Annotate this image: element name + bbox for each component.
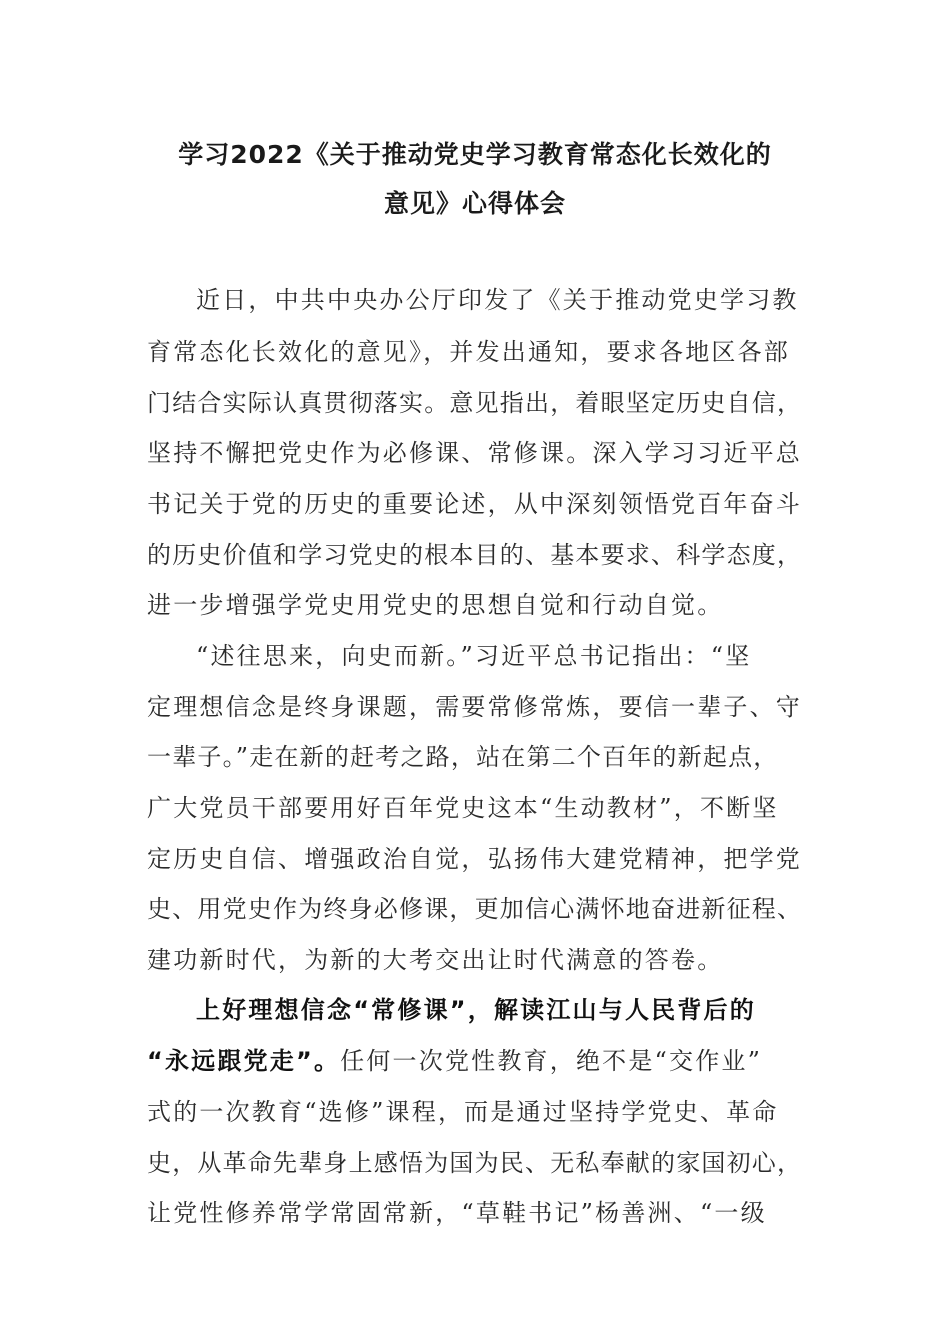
paragraph-2-line: 一辈子。”走在新的赶考之路，站在第二个百年的新起点， <box>147 743 779 771</box>
document-title-line-1: 学习2022《关于推动党史学习教育常态化长效化的 <box>178 140 772 169</box>
paragraph-1-line: 坚持不懈把党史作为必修课、常修课。深入学习习近平总 <box>147 439 802 467</box>
paragraph-1-line: 育常态化长效化的意见》，并发出通知，要求各地区各部 <box>147 338 790 366</box>
paragraph-2-line: 定历史自信、增强政治自觉，弘扬伟大建党精神，把学党 <box>147 845 802 873</box>
paragraph-1-line: 进一步增强学党史用党史的思想自觉和行动自觉。 <box>147 591 724 619</box>
paragraph-3-line-2 <box>147 1046 807 1076</box>
paragraph-3-heading-line-1: 上好理想信念“常修课”，解读江山与人民背后的 <box>196 996 756 1024</box>
paragraph-3-line: 式的一次教育“选修”课程，而是通过坚持学党史、革命 <box>147 1098 779 1126</box>
paragraph-2-line: 定理想信念是终身课题，需要常修常炼，要信一辈子、守 <box>147 693 802 721</box>
paragraph-2-line: 广大党员干部要用好百年党史这本“生动教材”，不断坚 <box>147 794 779 822</box>
paragraph-3-line: 史，从革命先辈身上感悟为国为民、无私奉献的家国初心， <box>147 1149 803 1177</box>
paragraph-1-line: 的历史价值和学习党史的根本目的、基本要求、科学态度， <box>147 541 803 569</box>
paragraph-1-line: 门结合实际认真贯彻落实。意见指出，着眼坚定历史自信， <box>147 389 803 417</box>
paragraph-1-line: 书记关于党的历史的重要论述，从中深刻领悟党百年奋斗 <box>147 490 802 518</box>
paragraph-1-line: 近日，中共中央办公厅印发了《关于推动党史学习教 <box>196 286 799 314</box>
paragraph-2-line: “述往思来，向史而新。”习近平总书记指出：“坚 <box>196 642 752 670</box>
paragraph-3-heading-line-2: “永远跟党走”。 <box>147 1047 341 1075</box>
document-title-line-2: 意见》心得体会 <box>383 189 566 218</box>
paragraph-3-line-2-text: 任何一次党性教育，绝不是“交作业” <box>340 1047 763 1075</box>
paragraph-2-line: 建功新时代，为新的大考交出让时代满意的答卷。 <box>147 946 724 974</box>
paragraph-3-line: 让党性修养常学常固常新，“草鞋书记”杨善洲、“一级 <box>147 1199 767 1227</box>
paragraph-2-line: 史、用党史作为终身必修课，更加信心满怀地奋进新征程、 <box>147 895 803 923</box>
